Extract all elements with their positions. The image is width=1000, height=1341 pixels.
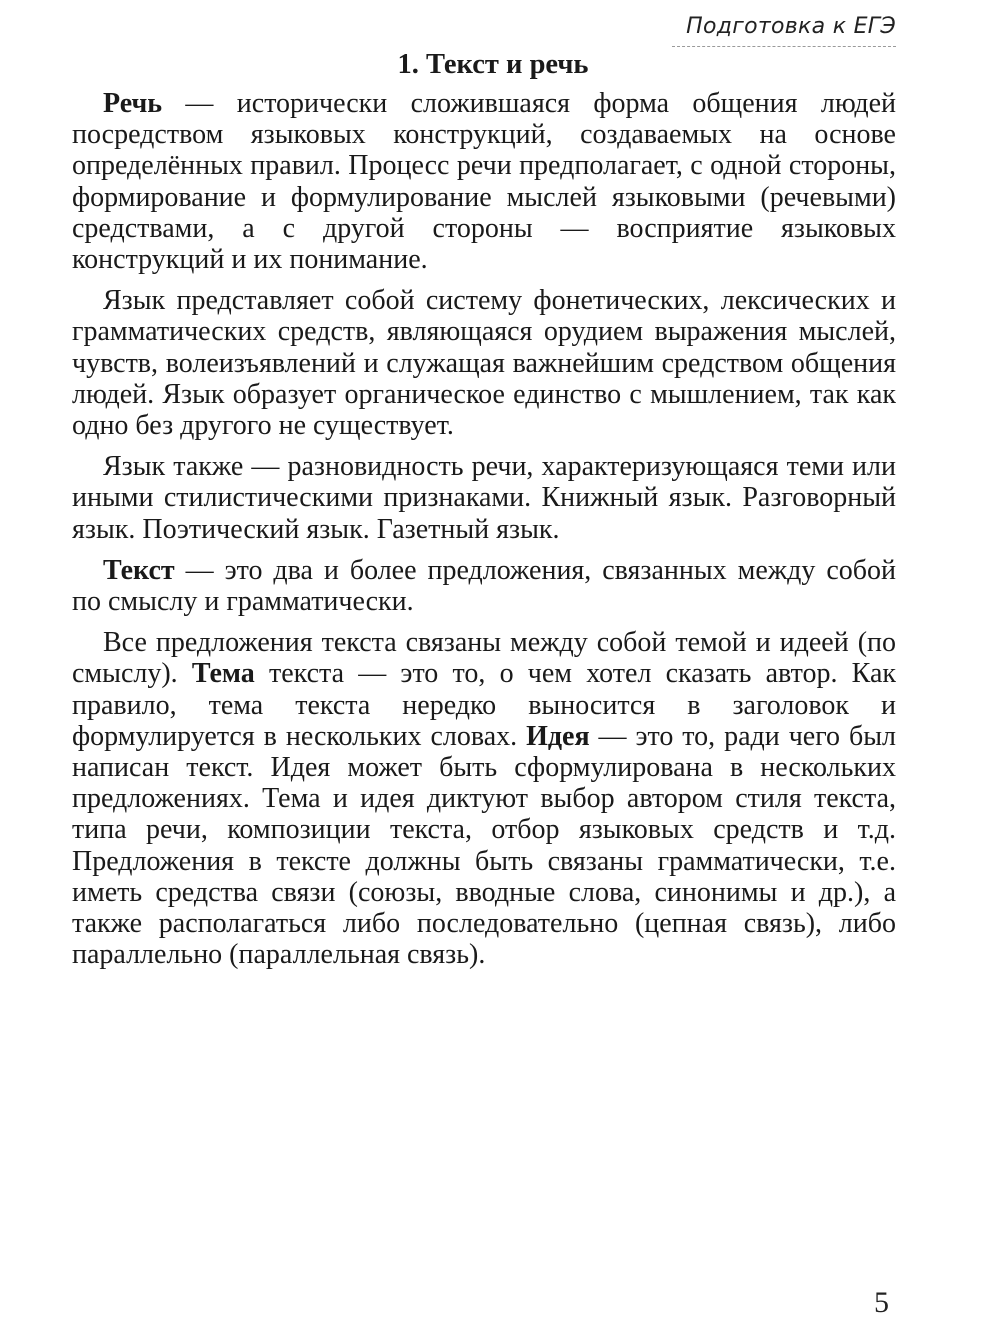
page-number: 5 bbox=[874, 1286, 889, 1319]
running-header: Подготовка к ЕГЭ bbox=[686, 14, 896, 39]
paragraph-language: Язык представляет собой систему фонетических, лексических и грамматических средств, являющаяся орудием выражения мыслей, чувств, волеизъявлений и служащая важнейшим средством общения людей. Язык образует органическое единство с мышлением, так как одно без другого не существует. bbox=[72, 285, 896, 442]
paragraph-theme-idea bbox=[72, 627, 896, 970]
term-idea: Идея bbox=[526, 720, 590, 752]
header-rule bbox=[672, 46, 896, 47]
page-body bbox=[72, 48, 896, 980]
paragraph-language-variety: Язык также — разновидность речи, характеризующаяся теми или иными стилистическими признаками. Книжный язык. Разговорный язык. Поэтический язык. Газетный язык. bbox=[72, 451, 896, 545]
term-theme: Тема bbox=[191, 658, 255, 690]
paragraph-text: текста — это то, о чем хотел сказать автор. Как правило, тема текста нередко выносится в заголовок и формулируется в нескольких словах. bbox=[72, 658, 896, 752]
paragraph-text: — исторически сложившаяся форма общения людей посредством языковых конструкций, создаваемых на основе определённых правил. Процесс речи предполагает, с одной стороны, формирование и формулирование мыслей языковыми (речевыми) средствами, а с другой стороны — восприятие языковых конструкций и их понимание. bbox=[72, 88, 896, 276]
term-text: Текст bbox=[103, 554, 175, 586]
paragraph-text: — это два и более предложения, связанных между собой по смыслу и грамматически. bbox=[72, 554, 896, 618]
paragraph-text-definition bbox=[72, 555, 896, 617]
paragraph-speech bbox=[72, 88, 896, 275]
paragraph-text: Все предложения текста связаны между собой темой и идеей (по смыслу). bbox=[72, 627, 896, 690]
section-title: 1. Текст и речь bbox=[397, 49, 589, 80]
term-speech: Речь bbox=[103, 88, 163, 119]
paragraph-text: — это то, ради чего был написан текст. Идея может быть сформулирована в нескольких предложениях. Тема и идея диктуют выбор автором стиля текста, типа речи, композиции текста, отбор языковых средств и т.д. Предложения в тексте должны быть связаны грамматически, т.е. иметь средства связи (союзы, вводные слова, синонимы и др.), а также располагаться либо последовательно (цепная связь), либо параллельно (параллельная связь). bbox=[72, 720, 896, 971]
